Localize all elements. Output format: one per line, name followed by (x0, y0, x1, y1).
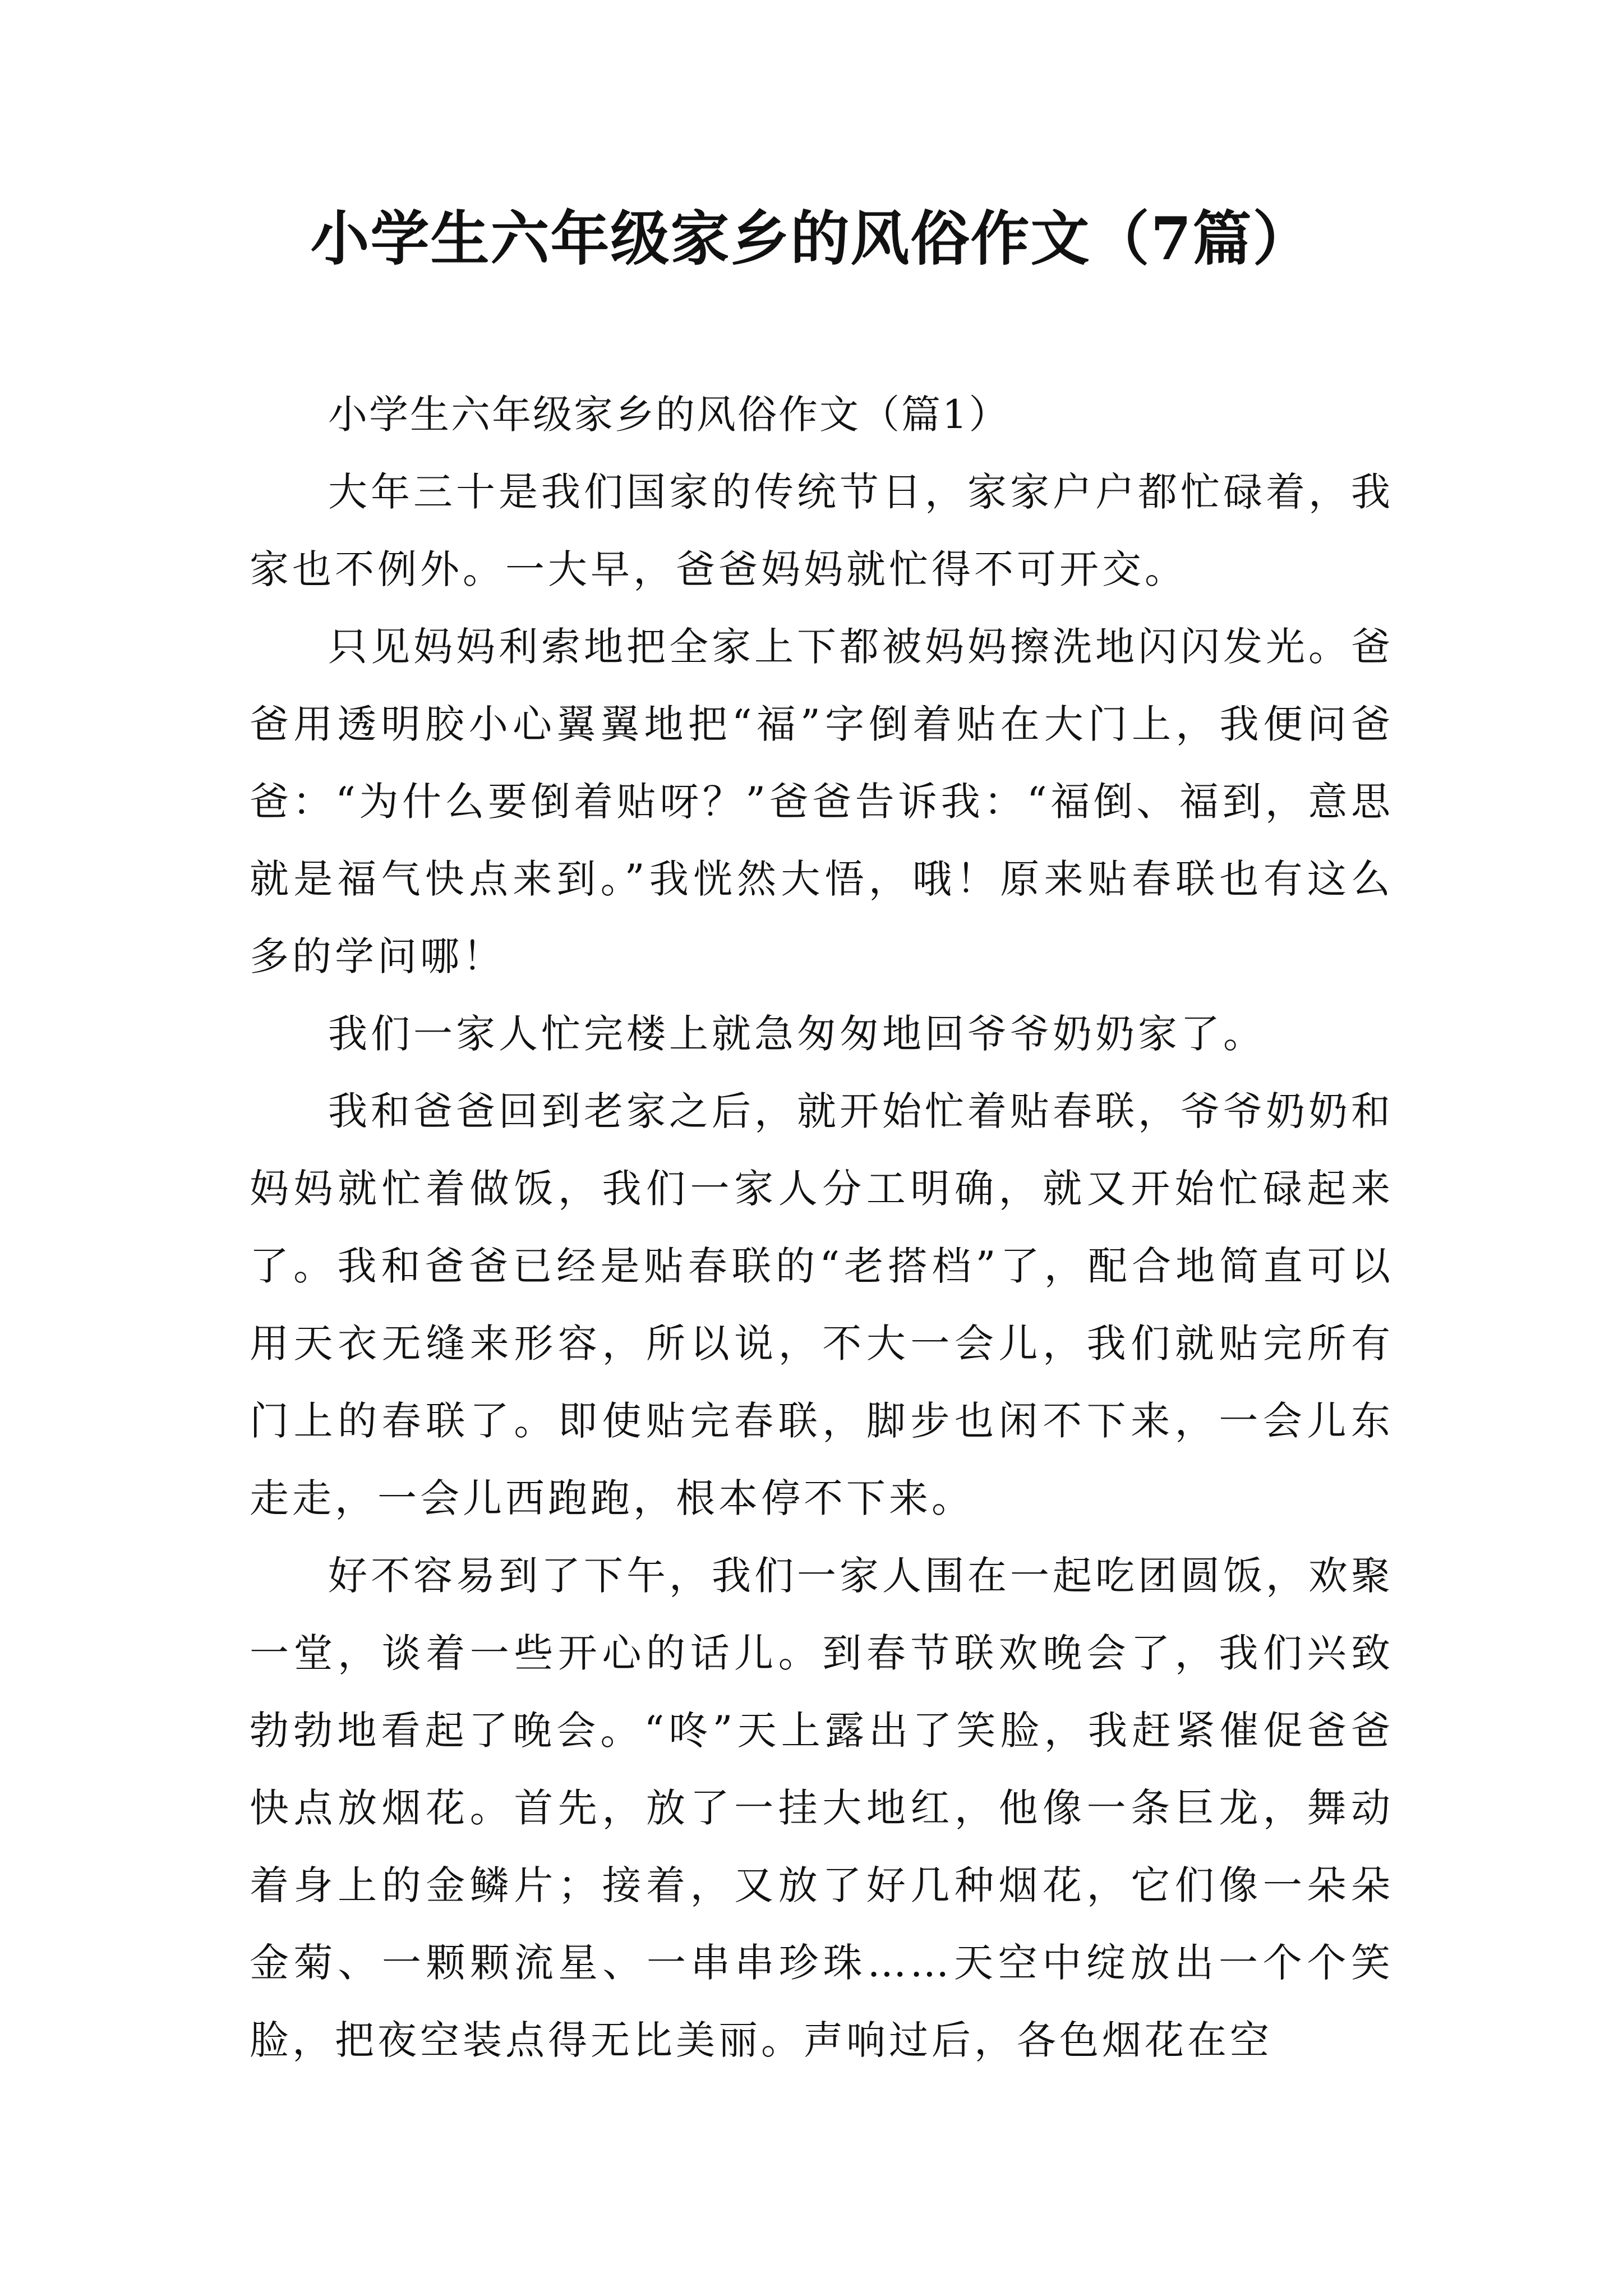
paragraph: 我们一家人忙完楼上就急匆匆地回爷爷奶奶家了。 (328, 1011, 1266, 1057)
paragraph: 大年三十是我们国家的传统节日，家家户户都忙碌着，我家也不例外。一大早，爸爸妈妈就忙得不可开交。 (250, 469, 1394, 592)
paragraph: 好不容易到了下午，我们一家人围在一起吃团圆饭，欢聚一堂，谈着一些开心的话儿。到春节联欢晚会了，我们兴致勃勃地看起了晚会。“咚”天上露出了笑脸，我赶紧催促爸爸快点放烟花。首先，放了一挂大地红，他像一条巨龙，舞动着身上的金鳞片；接着，又放了好几种烟花，它们像一朵朵金菊、一颗颗流星、一串串珍珠……天空中绽放出一个个笑脸，把夜空装点得无比美丽。声响过后，各色烟花在空 (250, 1553, 1394, 2063)
document-body (250, 376, 1394, 2079)
section-heading: 小学生六年级家乡的风俗作文（篇1） (328, 392, 1010, 438)
paragraph: 只见妈妈利索地把全家上下都被妈妈擦洗地闪闪发光。爸爸用透明胶小心翼翼地把“福”字倒着贴在大门上，我便问爸爸：“为什么要倒着贴呀？”爸爸告诉我：“福倒、福到，意思就是福气快点来到。”我恍然大悟，哦！原来贴春联也有这么多的学问哪！ (250, 624, 1394, 979)
paragraph: 我和爸爸回到老家之后，就开始忙着贴春联，爷爷奶奶和妈妈就忙着做饭，我们一家人分工明确，就又开始忙碌起来了。我和爸爸已经是贴春联的“老搭档”了，配合地简直可以用天衣无缝来形容，所以说，不大一会儿，我们就贴完所有门上的春联了。即使贴完春联，脚步也闲不下来，一会儿东走走，一会儿西跑跑，根本停不下来。 (250, 1088, 1394, 1521)
document-title: 小学生六年级家乡的风俗作文（7篇） (310, 204, 1313, 273)
